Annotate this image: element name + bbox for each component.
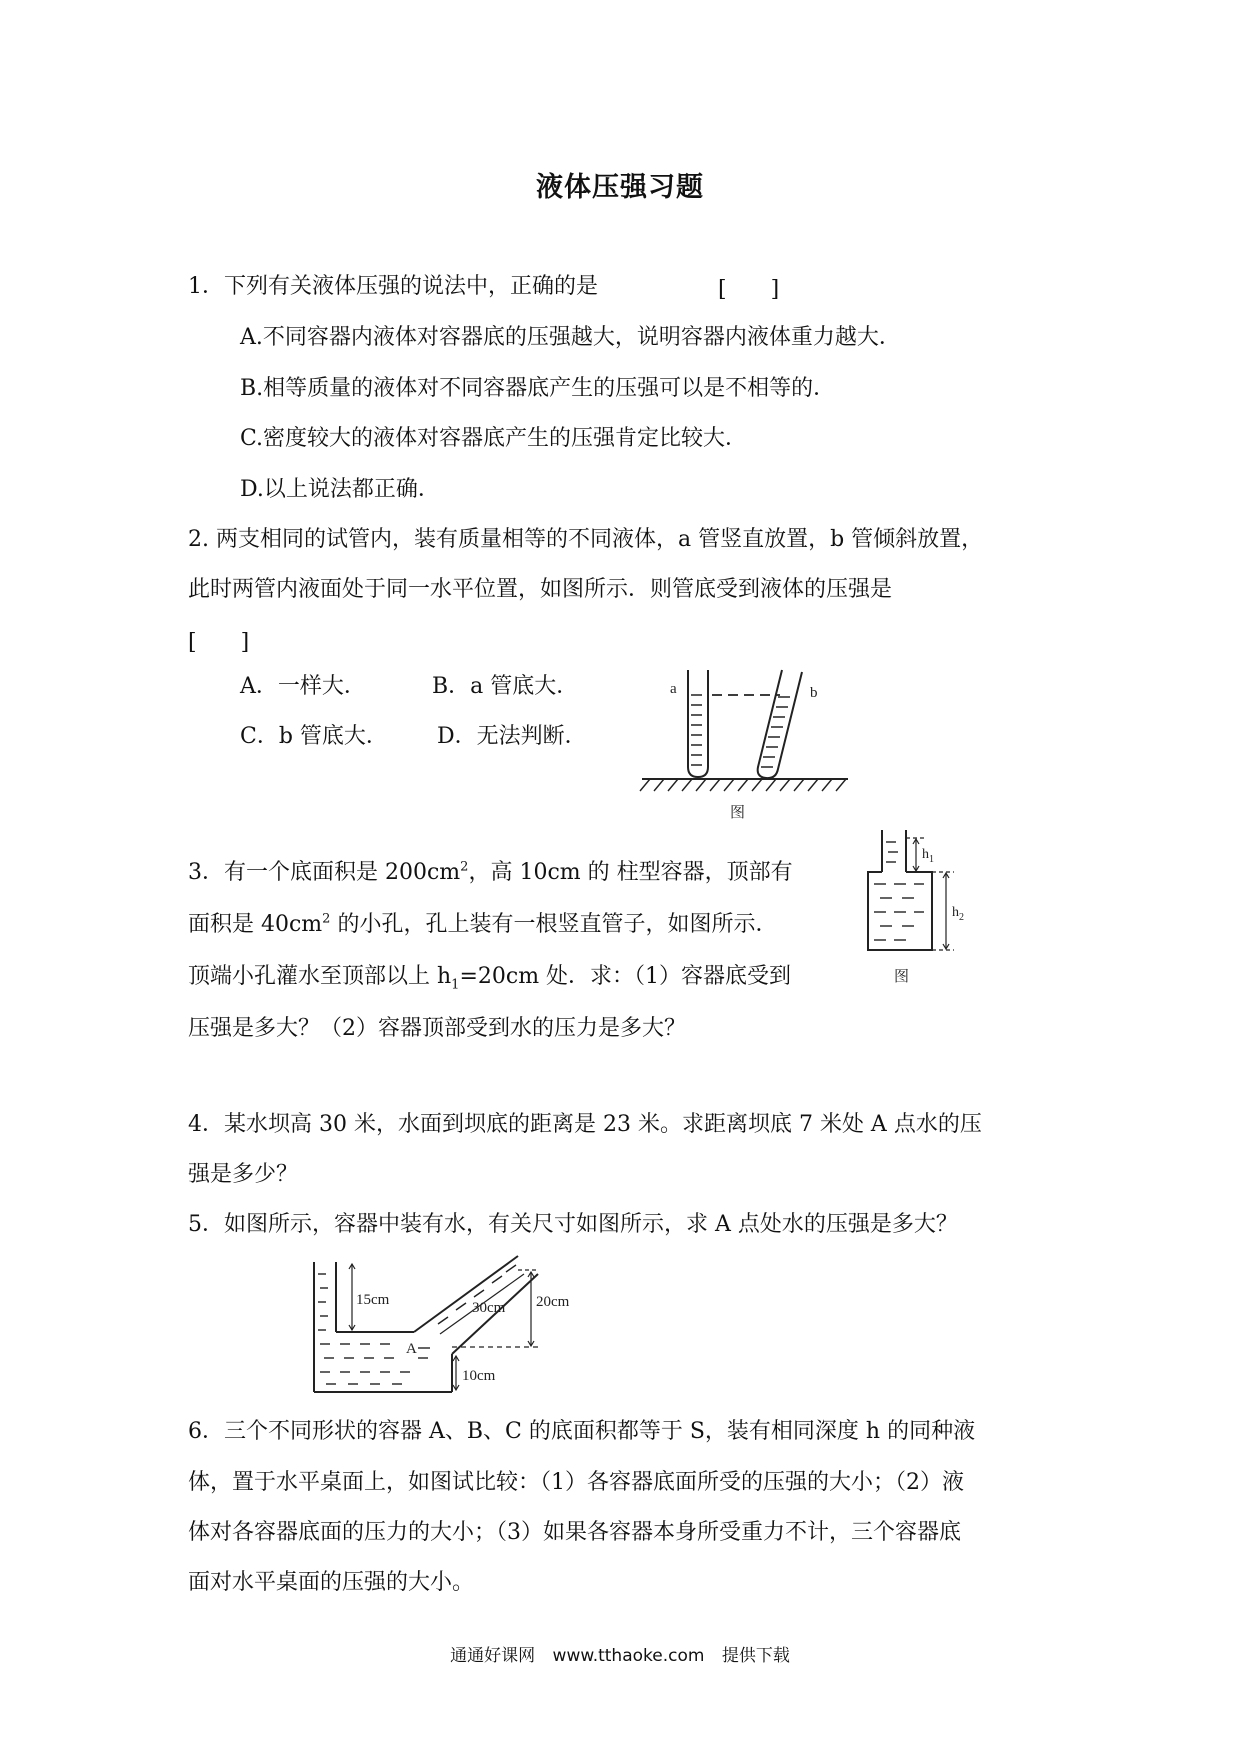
q2-line-2: 此时两管内液面处于同一水平位置，如图所示．则管底受到液体的压强是	[188, 577, 893, 602]
q1-option-b: B.相等质量的液体对不同容器底产生的压强可以是不相等的．	[240, 376, 836, 401]
page-footer	[0, 1641, 1240, 1666]
q3-line-1-text-a: 3．有一个底面积是 200cm	[188, 860, 461, 885]
q1-answer-bracket: [ ]	[718, 277, 780, 302]
q1-option-a: A.不同容器内液体对容器底的压强越大，说明容器内液体重力越大．	[240, 325, 901, 350]
q1-option-d: D.以上说法都正确．	[240, 477, 440, 502]
q3-line-3	[188, 962, 791, 992]
q2-option-a: A．一样大．	[240, 674, 366, 699]
q3-line-2-sup: 2	[322, 911, 331, 927]
q5-vessel-figure	[306, 1252, 586, 1402]
q2-label-b: b	[810, 685, 818, 701]
q5-label-30cm: 30cm	[472, 1300, 506, 1316]
q3-line-3-text-b: =20cm 处．求：（1）容器底受到	[459, 964, 792, 989]
q2-option-c: C．b 管底大．	[240, 724, 388, 749]
q2-line-1: 2. 两支相同的试管内，装有质量相等的不同液体，a 管竖直放置，b 管倾斜放置，	[188, 527, 984, 552]
q3-label-h2: $h_2$	[952, 905, 964, 923]
q5-label-20cm: 20cm	[536, 1294, 570, 1310]
q2-label-a: a	[670, 681, 677, 697]
q3-line-3-sub: 1	[451, 977, 460, 993]
q3-line-2	[188, 910, 777, 940]
q6-line-4: 面对水平桌面的压强的大小。	[188, 1570, 475, 1595]
page-title: 液体压强习题	[536, 172, 704, 203]
q3-line-1-sup: 2	[460, 859, 469, 875]
q3-figure-caption: 图	[894, 969, 910, 985]
q2-test-tube-figure	[630, 665, 930, 825]
q5-label-point-a: A	[406, 1341, 417, 1357]
q2-answer-bracket: [ ]	[188, 630, 250, 655]
footer-url: www.tthaoke.com	[552, 1646, 705, 1666]
q5-line-1: 5．如图所示，容器中装有水，有关尺寸如图所示，求 A 点处水的压强是多大？	[188, 1212, 958, 1237]
q3-line-2-text-b: 的小孔，孔上装有一根竖直管子，如图所示．	[330, 912, 778, 937]
footer-site-name: 通通好课网	[450, 1646, 536, 1666]
q6-line-3: 体对各容器底面的压力的大小；（3）如果各容器本身所受重力不计，三个容器底	[188, 1520, 961, 1545]
q1-stem: 1．下列有关液体压强的说法中，正确的是	[188, 274, 598, 299]
q4-line-1: 4．某水坝高 30 米，水面到坝底的距离是 23 米。求距离坝底 7 米处 A 点水的压	[188, 1112, 982, 1137]
q1-option-c: C.密度较大的液体对容器底产生的压强肯定比较大．	[240, 426, 748, 451]
footer-note: 提供下载	[721, 1646, 790, 1666]
q5-label-10cm: 10cm	[462, 1368, 496, 1384]
q3-line-1	[188, 858, 793, 888]
q3-label-h1: $h_1$	[922, 847, 934, 865]
q3-line-2-text-a: 面积是 40cm	[188, 912, 323, 937]
q5-label-15cm: 15cm	[356, 1292, 390, 1308]
q3-line-1-text-b: ，高 10cm 的 柱型容器，顶部有	[468, 860, 793, 885]
q2-option-b: B．a 管底大．	[432, 674, 579, 699]
q6-line-2: 体，置于水平桌面上，如图试比较：（1）各容器底面所受的压强的大小；（2）液	[188, 1470, 964, 1495]
q3-line-3-text-a: 顶端小孔灌水至顶部以上 h	[188, 964, 452, 989]
q4-line-2: 强是多少？	[188, 1162, 299, 1187]
q3-line-4: 压强是多大？（2）容器顶部受到水的压力是多大？	[188, 1016, 686, 1041]
q6-line-1: 6．三个不同形状的容器 A、B、C 的底面积都等于 S，装有相同深度 h 的同种液	[188, 1419, 976, 1444]
q2-figure-caption: 图	[730, 805, 746, 821]
q3-container-figure	[862, 828, 1002, 988]
q2-option-d: D．无法判断．	[437, 724, 587, 749]
